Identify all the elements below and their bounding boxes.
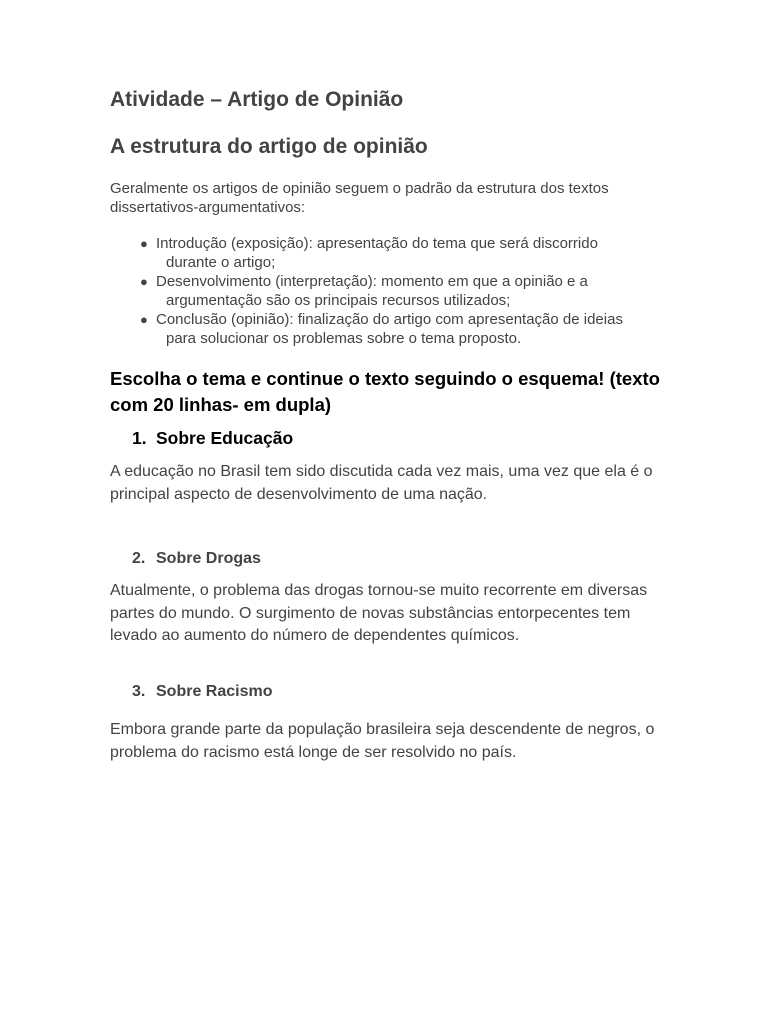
list-item-continuation: durante o artigo; [166,254,276,271]
list-item [140,234,660,272]
topic-paragraph-drugs: Atualmente, o problema das drogas tornou-se muito recorrente em diversas partes do mundo. O surgimento de novas substâncias entorpecentes tem levado ao aumento do número de dependentes químicos. [110,582,648,644]
list-item [140,272,660,310]
document-title: Atividade – Artigo de Opinião [110,88,404,111]
bullet-icon: ● [140,274,148,289]
topic-paragraph-racism: Embora grande parte da população brasileira seja descendente de negros, o problema do racismo está longe de ser resolvido no país. [110,721,655,761]
list-item-text: Desenvolvimento (interpretação): momento em que a opinião e a [156,273,588,290]
list-item [140,310,660,348]
structure-list [140,234,660,348]
topic-title: Sobre Drogas [156,550,261,567]
task-instruction: Escolha o tema e continue o texto seguindo o esquema! (texto com 20 linhas- em dupla) [110,368,660,415]
bullet-icon: ● [140,236,148,251]
topic-number: 3. [132,683,146,700]
list-item-continuation: para solucionar os problemas sobre o tema proposto. [166,330,522,347]
topic-heading-education [132,428,293,449]
intro-paragraph: Geralmente os artigos de opinião seguem o padrão da estrutura dos textos dissertativos-argumentativos: [110,180,609,216]
bullet-icon: ● [140,312,148,327]
list-item-text: Introdução (exposição): apresentação do tema que será discorrido [156,235,598,252]
list-item-text: Conclusão (opinião): finalização do artigo com apresentação de ideias [156,311,623,328]
topic-heading-racism [132,683,272,701]
topic-paragraph-education: A educação no Brasil tem sido discutida cada vez mais, uma vez que ela é o principal aspecto de desenvolvimento de uma nação. [110,463,653,503]
section-heading: A estrutura do artigo de opinião [110,135,428,158]
topic-number: 1. [132,428,147,448]
topic-title: Sobre Educação [156,428,294,448]
topic-heading-drugs [132,550,261,568]
topic-number: 2. [132,550,146,567]
topic-title: Sobre Racismo [156,683,273,700]
list-item-continuation: argumentação são os principais recursos utilizados; [166,292,511,309]
